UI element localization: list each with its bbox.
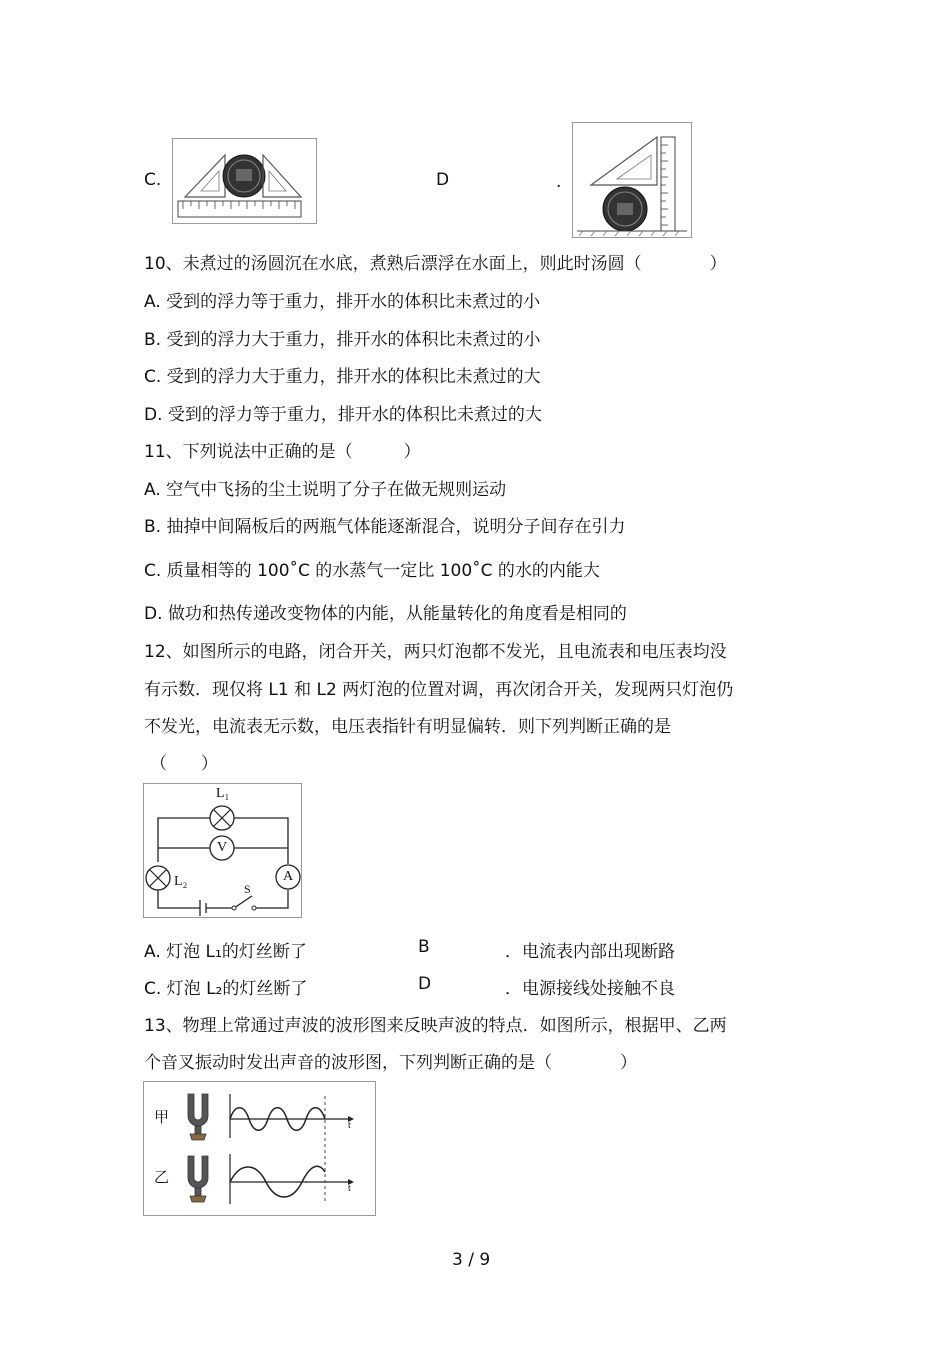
question-10-option-c: C. 受到的浮力大于重力，排开水的体积比未煮过的大 bbox=[144, 367, 541, 387]
time-axis-label-1: t bbox=[348, 1120, 351, 1131]
question-12-line-1: 12、如图所示的电路，闭合开关，两只灯泡都不发光，且电流表和电压表均没 bbox=[144, 642, 727, 662]
coin-measure-figure-d bbox=[572, 122, 692, 238]
option-c-label: C. bbox=[144, 170, 162, 190]
question-10-option-b: B. 受到的浮力大于重力，排开水的体积比未煮过的小 bbox=[144, 330, 541, 350]
ammeter-label: A bbox=[283, 869, 294, 884]
tuning-fork-waveform-figure bbox=[143, 1081, 376, 1216]
question-12-line-4: （ ） bbox=[150, 754, 218, 774]
question-10-stem: 10、未煮过的汤圆沉在水底，煮熟后漂浮在水面上，则此时汤圆（ ） bbox=[144, 254, 727, 274]
voltmeter-label: V bbox=[217, 840, 228, 855]
question-13-line-1: 13、物理上常通过声波的波形图来反映声波的特点．如图所示，根据甲、乙两 bbox=[144, 1016, 727, 1036]
question-11-option-b: B. 抽掉中间隔板后的两瓶气体能逐渐混合，说明分子间存在引力 bbox=[144, 517, 626, 537]
question-12-line-3: 不发光，电流表无示数，电压表指针有明显偏转．则下列判断正确的是 bbox=[144, 717, 671, 737]
time-axis-label-2: t bbox=[348, 1183, 351, 1194]
label-yi: 乙 bbox=[154, 1168, 170, 1186]
circuit-diagram bbox=[143, 783, 302, 918]
question-12-option-b-letter: B bbox=[418, 937, 430, 957]
page-number: 3 / 9 bbox=[452, 1250, 491, 1270]
question-12-option-d-letter: D bbox=[418, 974, 432, 994]
coin-measure-figure-c bbox=[172, 138, 317, 224]
question-10-option-d: D. 受到的浮力等于重力，排开水的体积比未煮过的大 bbox=[144, 405, 542, 425]
question-13-line-2: 个音叉振动时发出声音的波形图，下列判断正确的是（ ） bbox=[144, 1053, 637, 1073]
question-10-option-a: A. 受到的浮力等于重力，排开水的体积比未煮过的小 bbox=[144, 292, 541, 312]
question-11-stem: 11、下列说法中正确的是（ ） bbox=[144, 442, 421, 462]
question-11-option-a: A. 空气中飞扬的尘土说明了分子在做无规则运动 bbox=[144, 480, 507, 500]
switch-label: S bbox=[244, 882, 251, 896]
question-12-option-a: A. 灯泡 L₁的灯丝断了 bbox=[144, 942, 307, 962]
label-jia: 甲 bbox=[154, 1108, 170, 1126]
lamp-l2-label: L₂ bbox=[174, 874, 188, 889]
lamp-l1-label: L₁ bbox=[216, 786, 230, 801]
question-12-option-c: C. 灯泡 L₂的灯丝断了 bbox=[144, 979, 308, 999]
question-12-option-d-text: ．电源接线处接触不良 bbox=[505, 979, 675, 999]
question-11-option-d: D. 做功和热传递改变物体的内能，从能量转化的角度看是相同的 bbox=[144, 604, 627, 624]
question-11-option-c: C. 质量相等的 100˚C 的水蒸气一定比 100˚C 的水的内能大 bbox=[144, 561, 600, 581]
question-12-option-b-text: ．电流表内部出现断路 bbox=[505, 942, 675, 962]
question-12-line-2: 有示数．现仅将 L1 和 L2 两灯泡的位置对调，再次闭合开关，发现两只灯泡仍 bbox=[144, 680, 734, 700]
option-d-label: D bbox=[436, 170, 450, 190]
option-d-dot: . bbox=[556, 172, 562, 192]
